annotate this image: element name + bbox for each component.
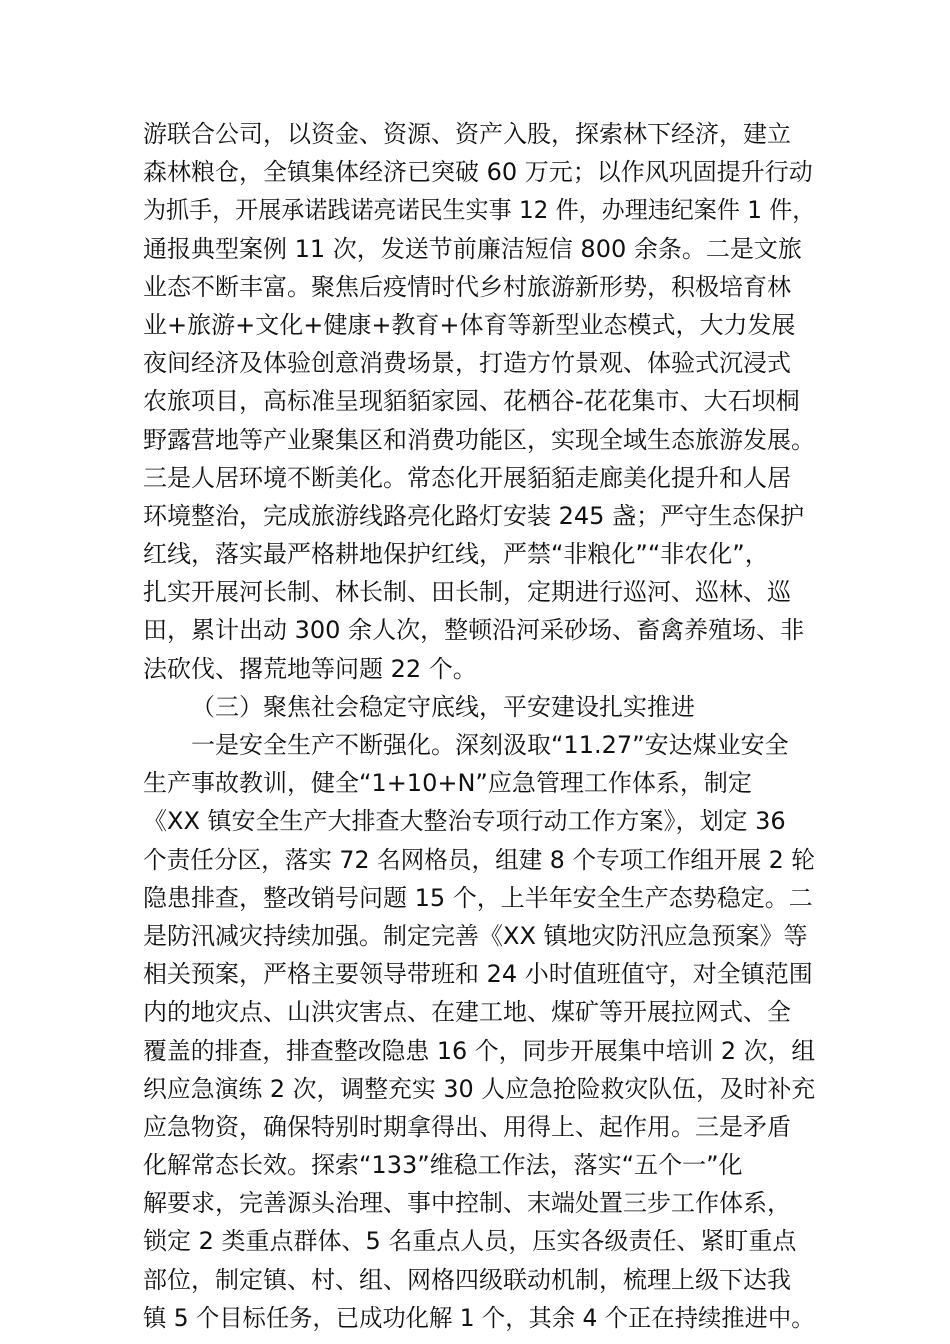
text-line: 内的地灾点、山洪灾害点、在建工地、煤矿等开展拉网式、全 <box>143 998 791 1027</box>
text-line: 通报典型案例 11 次，发送节前廉洁短信 800 余条。二是文旅 <box>143 234 802 263</box>
text-line: 镇 5 个目标任务，已成功化解 1 个，其余 4 个正在持续推进中。 <box>143 1303 815 1332</box>
text-line: 为抓手，开展承诺践诺亮诺民生实事 12 件，办理违纪案件 1 件， <box>143 196 816 225</box>
text-line: 是防汛减灾持续加强。制定完善《XX 镇地灾防汛应急预案》等 <box>143 921 808 950</box>
text-line: 覆盖的排查，排查整改隐患 16 个，同步开展集中培训 2 次，组 <box>143 1036 816 1065</box>
text-line: 相关预案，严格主要领导带班和 24 小时值班值守，对全镇范围 <box>143 960 813 989</box>
section-2-tail <box>143 115 815 688</box>
text-line: 法砍伐、撂荒地等问题 22 个。 <box>143 654 477 683</box>
text-line: 一是安全生产不断强化。深刻汲取“11.27”安达煤业安全 <box>191 731 789 759</box>
text-line: 红线，落实最严格耕地保护红线，严禁“非粮化”“非农化”， <box>143 540 769 569</box>
text-line: 化解常态长效。探索“133”维稳工作法，落实“五个一”化 <box>143 1151 743 1180</box>
text-line: 森林粮仓，全镇集体经济已突破 60 万元；以作风巩固提升行动 <box>143 158 813 187</box>
text-line: 野露营地等产业聚集区和消费功能区，实现全域生态旅游发展。 <box>143 425 815 454</box>
text-line: 扎实开展河长制、林长制、田长制，定期进行巡河、巡林、巡 <box>143 578 791 607</box>
text-line: 解要求，完善源头治理、事中控制、末端处置三步工作体系， <box>143 1189 791 1218</box>
text-line: 业态不断丰富。聚焦后疫情时代乡村旅游新形势，积极培育林 <box>143 272 791 301</box>
text-line: 业+旅游+文化+健康+教育+体育等新型业态模式，大力发展 <box>143 310 796 339</box>
section-3-heading: （三）聚焦社会稳定守底线，平安建设扎实推进 <box>191 692 695 721</box>
text-line: 环境整治，完成旅游线路亮化路灯安装 245 盏；严守生态保护 <box>143 501 805 530</box>
text-line: 农旅项目，高标准呈现貊貊家园、花栖谷-花花集市、大石坝桐 <box>143 387 800 416</box>
text-line: 部位，制定镇、村、组、网格四级联动机制，梳理上级下达我 <box>143 1265 791 1294</box>
section-3-body <box>143 726 815 1337</box>
text-line: 锁定 2 类重点群体、5 名重点人员，压实各级责任、紧盯重点 <box>143 1227 797 1256</box>
text-line: 织应急演练 2 次，调整充实 30 人应急抢险救灾队伍，及时补充 <box>143 1074 816 1103</box>
text-line: 夜间经济及体验创意消费场景，打造方竹景观、体验式沉浸式 <box>143 349 791 378</box>
document-page <box>143 115 815 1337</box>
text-line: 应急物资，确保特别时期拿得出、用得上、起作用。三是矛盾 <box>143 1112 791 1141</box>
text-line: 隐患排查，整改销号问题 15 个，上半年安全生产态势稳定。二 <box>143 883 813 912</box>
text-line: 生产事故教训，健全“1+10+N”应急管理工作体系，制定 <box>143 769 752 798</box>
text-line: 田，累计出动 300 余人次，整顿沿河采砂场、畜禽养殖场、非 <box>143 616 805 645</box>
text-line: 三是人居环境不断美化。常态化开展貊貊走廊美化提升和人居 <box>143 463 791 492</box>
text-line: 《XX 镇安全生产大排查大整治专项行动工作方案》，划定 36 <box>143 807 786 836</box>
text-line: 游联合公司，以资金、资源、资产入股，探索林下经济，建立 <box>143 120 791 148</box>
text-line: 个责任分区，落实 72 名网格员，组建 8 个专项工作组开展 2 轮 <box>143 845 815 874</box>
